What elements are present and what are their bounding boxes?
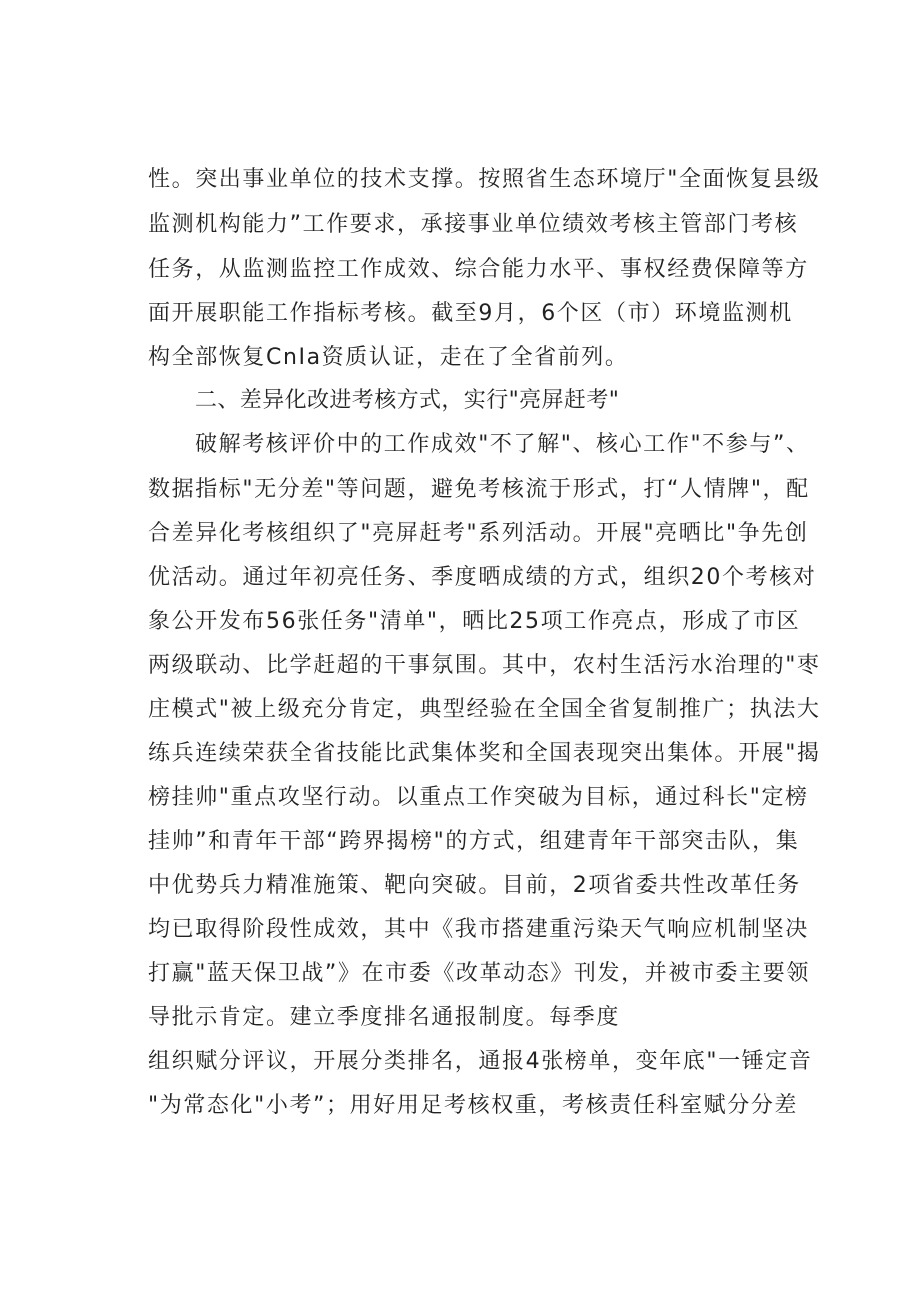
- section-heading: 二、差异化改进考核方式，实行"亮屏赶考": [195, 388, 620, 413]
- text-line: 象公开发布56张任务"清单"，晒比25项工作亮点，形成了市区: [148, 609, 801, 634]
- text-line: 两级联动、比学赶超的干事氛围。其中，农村生活污水治理的"枣: [148, 653, 821, 678]
- text-line: 性。突出事业单位的技术支撑。按照省生态环境厅"全面恢复县级: [148, 167, 821, 192]
- text-line: 榜挂帅"重点攻坚行动。以重点工作突破为目标，通过科长"定榜: [148, 785, 809, 810]
- paragraph-first-line: 破解考核评价中的工作成效"不了解"、核心工作"不参与”、: [195, 432, 810, 457]
- text-line: 练兵连续荣获全省技能比武集体奖和全国表现突出集体。开展"揭: [148, 741, 821, 766]
- text-line: 中优势兵力精准施策、靶向突破。目前，2项省委共性改革任务: [148, 873, 801, 898]
- text-line: 打赢"蓝天保卫战”》在市委《改革动态》刊发，并被市委主要领: [148, 961, 810, 986]
- text-line: 任务，从监测监控工作成效、综合能力水平、事权经费保障等方: [148, 257, 809, 282]
- text-line: "为常态化"小考”；用好用足考核权重，考核责任科室赋分分差: [148, 1093, 799, 1118]
- text-line: 合差异化考核组织了"亮屏赶考"系列活动。开展"亮晒比"争先创: [148, 521, 809, 546]
- text-line: 构全部恢复CnIa资质认证，走在了全省前列。: [148, 345, 629, 370]
- text-line: 优活动。通过年初亮任务、季度晒成绩的方式，组织20个考核对: [148, 565, 817, 590]
- text-line: 监测机构能力”工作要求，承接事业单位绩效考核主管部门考核: [148, 212, 799, 237]
- text-line: 挂帅”和青年干部“跨界揭榜"的方式，组建青年干部突击队，集: [148, 829, 800, 854]
- text-line: 面开展职能工作指标考核。截至9月，6个区（市）环境监测机: [148, 301, 793, 326]
- text-line: 导批示肯定。建立季度排名通报制度。每季度: [148, 1005, 621, 1030]
- text-line: 组织赋分评议，开展分类排名，通报4张榜单，变年底"一锤定音: [148, 1049, 813, 1074]
- text-line: 庄模式"被上级充分肯定，典型经验在全国全省复制推广；执法大: [148, 697, 821, 722]
- text-line: 数据指标"无分差"等问题，避免考核流于形式，打“人情牌"，配: [148, 477, 810, 502]
- text-line: 均已取得阶段性成效，其中《我市搭建重污染天气响应机制坚决: [148, 917, 809, 942]
